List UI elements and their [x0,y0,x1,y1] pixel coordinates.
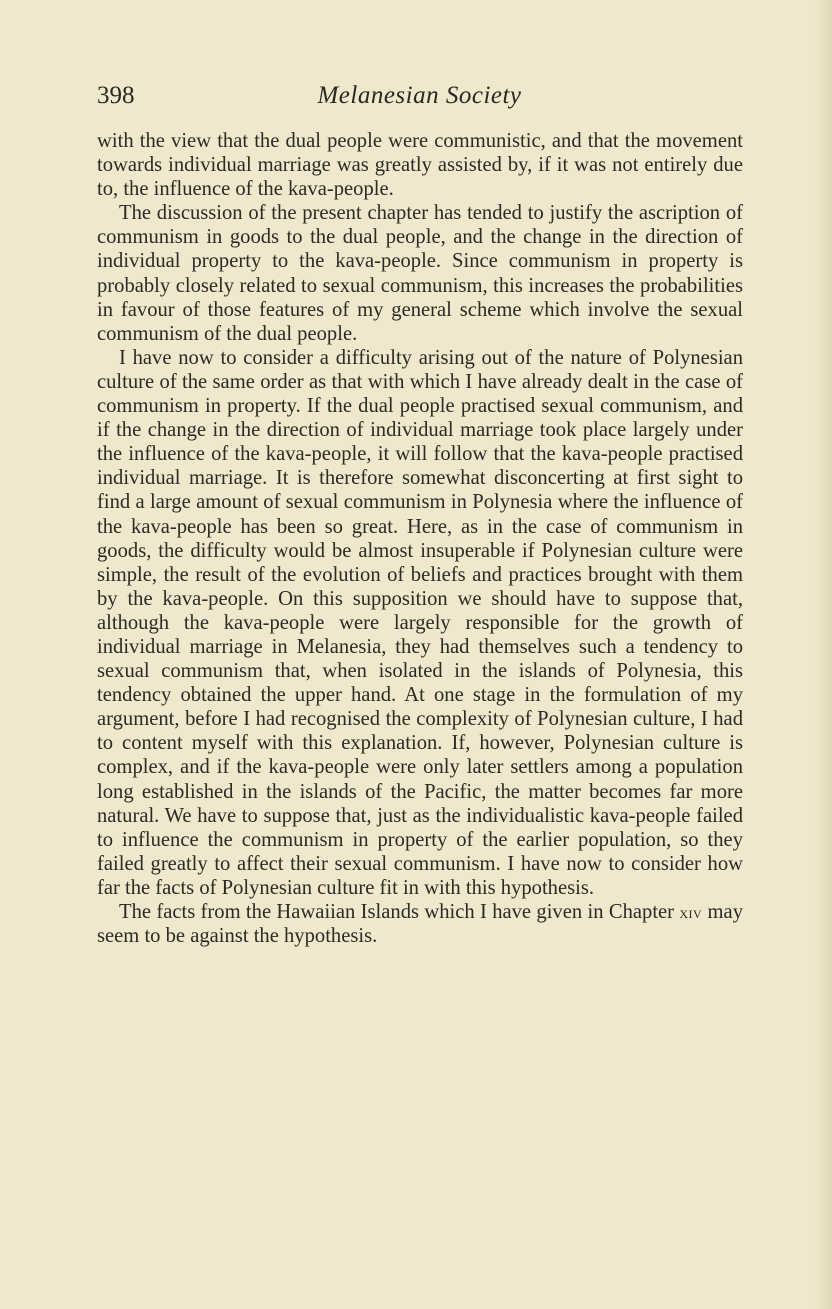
page-header [97,82,742,116]
running-title: Melanesian Society [317,82,522,109]
paragraph: The discussion of the present chapter has tended to justify the ascription of communism in goods to the dual people, and the change in the direction of individual property to the kava-people. Since communism in property is probably closely related to sexual communism, this increases the probabilities in favour of those features of my general scheme which involve the sexual communism of the dual people. [97,202,743,345]
paragraph: I have now to consider a difficulty arising out of the nature of Polynesian culture of the same order as that with which I have already dealt in the case of communism in property. If the dual people practised sexual communism, and if the change in the direction of individual marriage took place largely under the influence of the kava-people, it will follow that the kava-people practised individual marriage. It is therefore somewhat disconcerting at first sight to find a large amount of sexual communism in Polynesia where the influence of the kava-people has been so great. Here, as in the case of communism in goods, the difficulty would be almost insuperable if Polynesian culture were simple, the result of the evolution of beliefs and practices brought with them by the kava-people. On this supposition we should have to suppose that, although the kava-people were largely responsible for the growth of individual marriage in Melanesia, they had themselves such a tendency to sexual communism that, when isolated in the islands of Polynesia, this tendency obtained the upper hand. At one stage in the formulation of my argument, before I had recognised the complexity of Polynesian culture, I had to content myself with this explanation. If, however, Polynesian culture is complex, and if the kava-people were only later settlers among a population long established in the islands of the Pacific, the matter becomes far more natural. We have to suppose that, just as the individualistic kava-people failed to influence the communism in property of the earlier population, so they failed greatly to affect their sexual communism. I have now to consider how far the facts of Polynesian culture fit in with this hypothesis. [97,346,743,899]
body-text [97,129,743,948]
paragraph-continuation: with the view that the dual people were communistic, and that the movement towards individual marriage was greatly assisted by, if it was not entirely due to, the influence of the kava-people. [97,130,743,201]
page-number: 398 [97,82,135,109]
page-edge-shadow [814,0,832,1309]
text-run: may seem to be against the hypothesis. [97,901,743,948]
paragraph-last [97,900,743,948]
text-run: The facts from the Hawaiian Islands which I have given in Chapter [119,901,680,923]
chapter-numeral: xiv [679,902,703,922]
